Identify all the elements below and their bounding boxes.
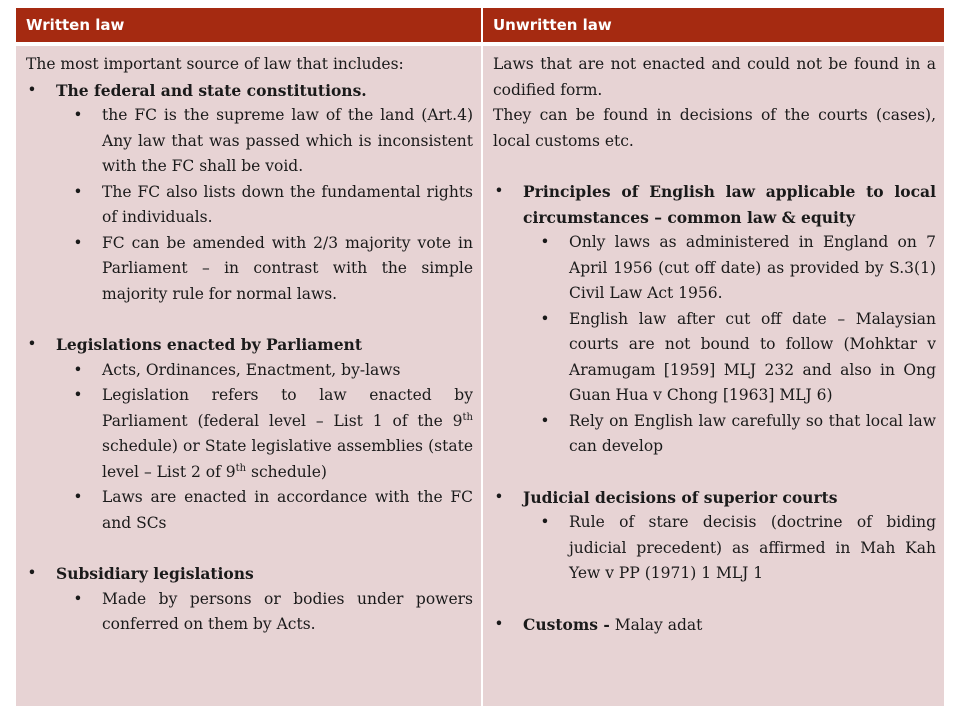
constitutions-heading: The federal and state constitutions. (56, 80, 367, 100)
legislation-item-2-part-a: Legislation refers to law enacted by Parliament (federal level – List 1 of the 9 (102, 386, 473, 430)
list-item (26, 358, 473, 384)
unwritten-law-cell (482, 44, 944, 706)
written-list (26, 78, 473, 104)
bullet-icon: • (27, 335, 37, 353)
list-item-legislations (26, 332, 473, 358)
english-law-item-2: English law after cut off date – Malaysian courts are not bound to follow (Mohktar v Aramugam [1959] MLJ 232 and also in Ong Guan Hua v Chong [1963] MLJ 6) (569, 309, 936, 404)
list-item (493, 510, 936, 587)
list-item-subsidiary (26, 561, 473, 587)
legislations-heading: Legislations enacted by Parliament (56, 335, 362, 354)
bullet-icon: • (73, 233, 83, 252)
written-law-cell (16, 44, 482, 706)
list-item (26, 587, 473, 638)
bullet-icon: • (540, 513, 550, 531)
list-item (493, 307, 936, 409)
english-law-heading: Principles of English law applicable to local circumstances – common law & equity (523, 182, 936, 227)
header-unwritten-law: Unwritten law (482, 8, 944, 44)
bullet-icon: • (27, 564, 37, 582)
subsidiary-item-1: Made by persons or bodies under powers conferred on them by Acts. (102, 589, 473, 633)
unwritten-intro-2: They can be found in decisions of the courts (cases), local customs etc. (493, 106, 936, 150)
subsidiary-heading: Subsidiary legislations (56, 564, 254, 583)
bullet-icon: • (540, 309, 550, 328)
unwritten-list (493, 485, 936, 511)
list-item-english-law (493, 179, 936, 230)
legislation-item-2-part-c: schedule) (246, 462, 327, 481)
list-item (493, 409, 936, 460)
legislation-item-3: Laws are enacted in accordance with the FC and SCs (102, 488, 473, 532)
bullet-icon: • (494, 614, 504, 633)
law-comparison-table (16, 8, 944, 706)
english-law-item-1: Only laws as administered in England on 7 April 1956 (cut off date) as provided by S.3(1) Civil Law Act 1956. (569, 233, 936, 302)
judicial-sublist (493, 510, 936, 587)
bullet-icon: • (540, 411, 550, 430)
constitutions-sublist (26, 103, 473, 307)
bullet-icon: • (73, 360, 83, 379)
table-body-row (16, 44, 944, 706)
unwritten-list (493, 179, 936, 230)
spacer (493, 460, 936, 485)
constitutions-item-2: The FC also lists down the fundamental rights of individuals. (102, 182, 473, 226)
superscript-th: th (462, 411, 473, 423)
spacer (493, 587, 936, 612)
list-item (26, 485, 473, 536)
constitutions-item-1: the FC is the supreme law of the land (Art.4) Any law that was passed which is inconsistent with the FC shall be void. (102, 106, 473, 175)
bullet-icon: • (73, 589, 83, 608)
header-written-law: Written law (16, 8, 482, 44)
bullet-icon: • (73, 488, 83, 506)
bullet-icon: • (540, 233, 550, 251)
bullet-icon: • (73, 182, 83, 201)
bullet-icon: • (73, 106, 83, 124)
superscript-th: th (235, 462, 247, 474)
constitutions-item-3: FC can be amended with 2/3 majority vote in Parliament – in contrast with the simple majority rule for normal laws. (102, 233, 473, 303)
unwritten-list (493, 612, 936, 639)
customs-heading: Customs - (523, 614, 610, 634)
spacer (26, 536, 473, 561)
list-item-customs (493, 612, 936, 639)
legislations-sublist (26, 358, 473, 537)
bullet-icon: • (494, 487, 504, 506)
legislation-item-2 (102, 386, 473, 481)
list-item-judicial (493, 485, 936, 511)
list-item (26, 103, 473, 180)
spacer (26, 307, 473, 332)
table-header-row (16, 8, 944, 44)
english-law-item-3: Rely on English law carefully so that local law can develop (569, 411, 936, 455)
bullet-icon: • (73, 386, 83, 404)
judicial-item-1: Rule of stare decisis (doctrine of biding judicial precedent) as affirmed in Mah Kah Yew v PP (1971) 1 MLJ 1 (569, 513, 936, 582)
legislation-item-2-part-b: schedule) or State legislative assemblies (state level – List 2 of 9 (102, 437, 473, 481)
subsidiary-sublist (26, 587, 473, 638)
judicial-heading: Judicial decisions of superior courts (523, 487, 838, 507)
list-item-constitutions (26, 78, 473, 104)
list-item (26, 231, 473, 308)
legislation-item-1: Acts, Ordinances, Enactment, by-laws (102, 360, 401, 379)
bullet-icon: • (27, 80, 37, 99)
unwritten-intro-1: Laws that are not enacted and could not be found in a codified form. (493, 55, 936, 99)
list-item (493, 230, 936, 307)
written-intro: The most important source of law that includes: (26, 55, 404, 73)
spacer (493, 154, 936, 179)
written-list (26, 561, 473, 587)
customs-text: Malay adat (609, 615, 703, 634)
bullet-icon: • (494, 182, 504, 200)
list-item (26, 383, 473, 485)
english-law-sublist (493, 230, 936, 460)
list-item (26, 180, 473, 231)
written-list (26, 332, 473, 358)
